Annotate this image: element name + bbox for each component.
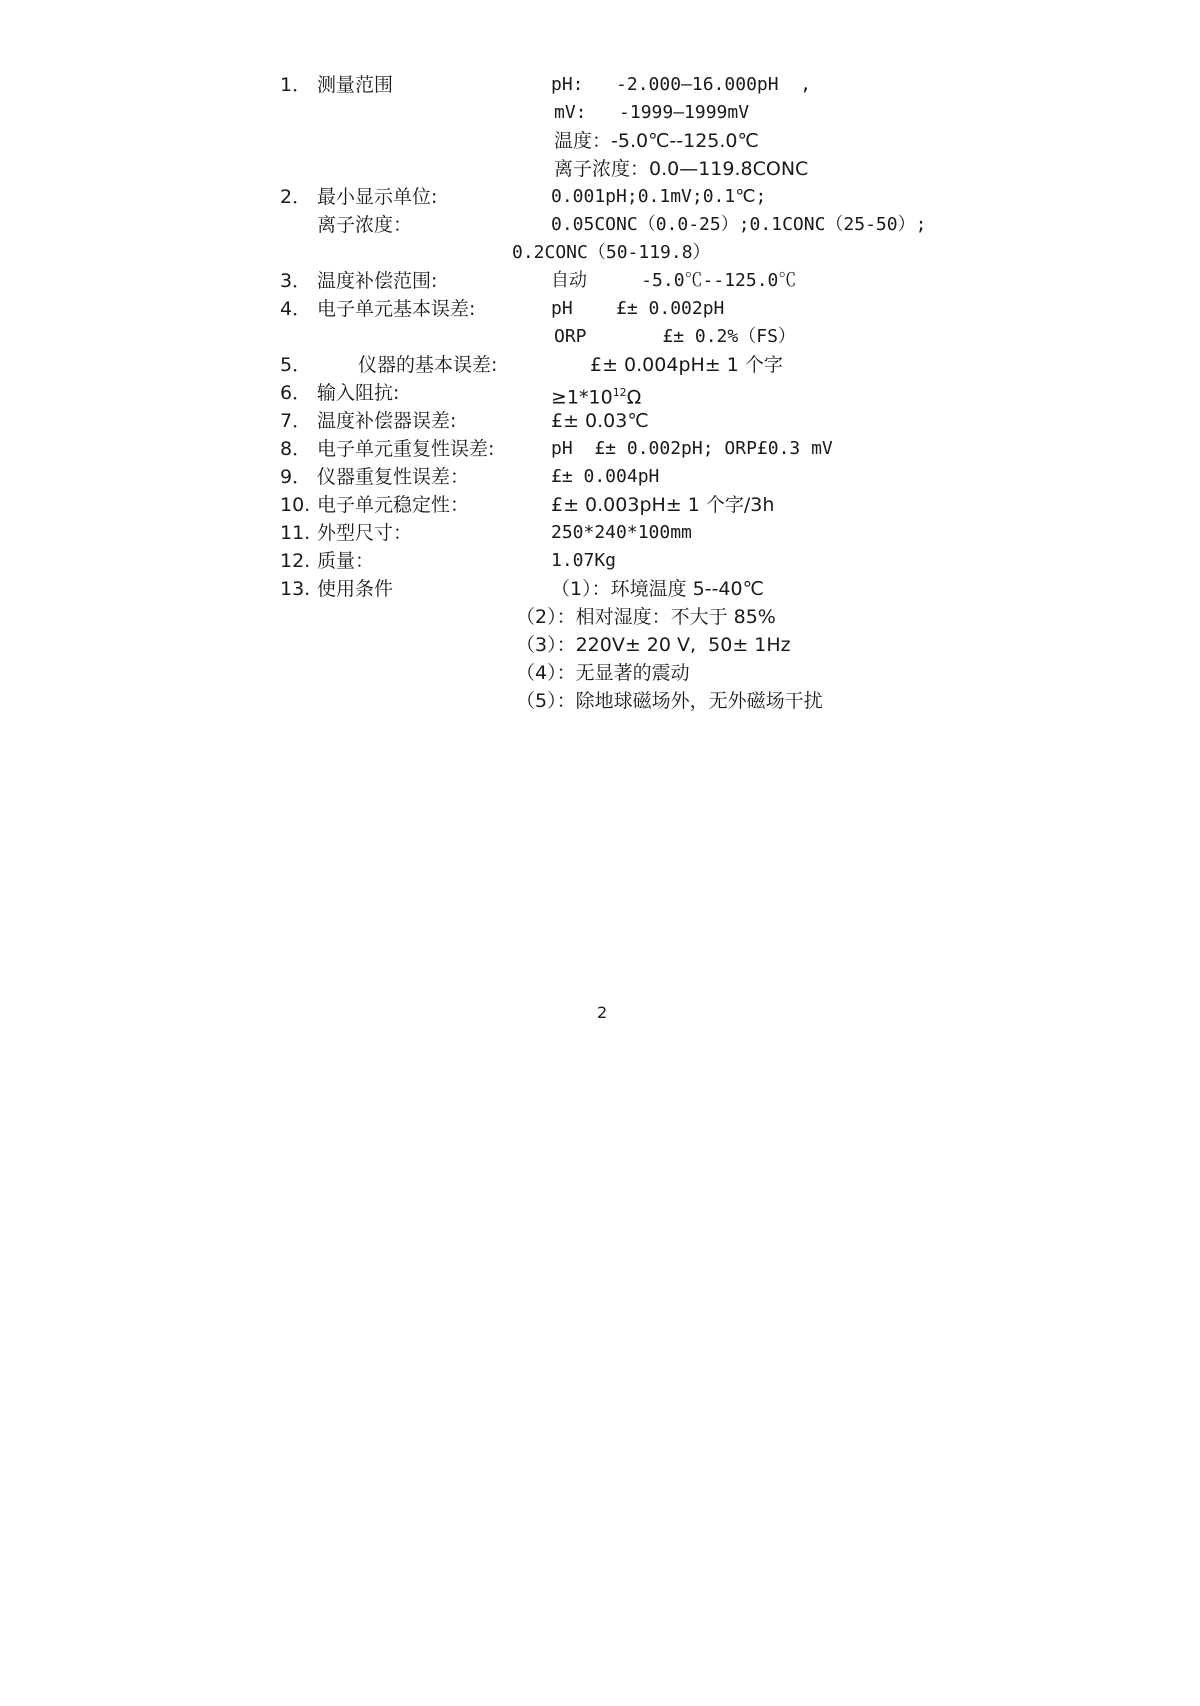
item-6-value-exponent: 12 [612, 386, 627, 399]
item-12-label: 质量： [317, 550, 375, 572]
item-4-number: 4． [280, 298, 312, 320]
item-13-condition-2: （2）：相对湿度：不大于 85% [516, 606, 776, 628]
item-11-value: 250*240*100mm [551, 522, 692, 543]
item-9-number: 9． [280, 466, 312, 488]
item-3-number: 3． [280, 270, 312, 292]
item-6-value-base: ≥1*10 [551, 386, 613, 409]
item-2-label: 最小显示单位: [317, 186, 438, 208]
item-2-value: 0.001pH;0.1mV;0.1℃; [551, 186, 767, 207]
item-5-value: £± 0.004pH± 1 个字 [590, 354, 783, 376]
item-7-label: 温度补偿器误差: [317, 410, 457, 432]
item-9-label: 仪器重复性误差： [317, 466, 470, 488]
item-13-condition-5: （5）：除地球磁场外，无外磁场干扰 [516, 690, 823, 712]
item-5-number: 5． [280, 354, 312, 376]
item-9-value: £± 0.004pH [551, 466, 660, 487]
item-6-value-unit: Ω [626, 386, 642, 409]
item-1-number: 1． [280, 74, 312, 96]
item-3-value: 自动 -5.0℃--125.0℃ [551, 270, 797, 291]
item-8-value: pH £± 0.002pH; ORP£0.3 mV [551, 438, 833, 459]
item-1-value-mv: mV: -1999—1999mV [554, 102, 750, 123]
item-13-label: 使用条件 [317, 578, 394, 600]
item-5-label: 仪器的基本误差: [358, 354, 498, 376]
item-2-number: 2． [280, 186, 312, 208]
item-3-label: 温度补偿范围: [317, 270, 438, 292]
item-13-condition-3: （3）：220V± 20 V, 50± 1Hz [516, 634, 791, 656]
item-13-condition-4: （4）：无显著的震动 [516, 662, 690, 684]
item-4-label: 电子单元基本误差: [317, 298, 476, 320]
item-2-sub-value: 0.05CONC（0.0-25）;0.1CONC（25-50）; [551, 214, 927, 235]
item-7-number: 7． [280, 410, 312, 432]
item-10-value: £± 0.003pH± 1 个字/3h [551, 494, 775, 516]
item-11-number: 11. [280, 522, 311, 544]
item-1-value-temp: 温度：-5.0℃--125.0℃ [554, 130, 759, 152]
item-2-sub-value-cont: 0.2CONC（50-119.8） [512, 242, 711, 263]
item-12-number: 12. [280, 550, 311, 572]
item-8-number: 8． [280, 438, 312, 460]
item-1-value-ion: 离子浓度：0.0—119.8CONC [554, 158, 809, 180]
item-13-number: 13. [280, 578, 311, 600]
item-4-value-ph: pH £± 0.002pH [551, 298, 725, 319]
item-13-condition-1: （1）：环境温度 5--40℃ [551, 578, 764, 600]
item-1-value: pH: -2.000—16.000pH , [551, 74, 812, 95]
item-4-value-orp: ORP £± 0.2%（FS） [554, 326, 796, 347]
item-12-value: 1.07Kg [551, 550, 617, 571]
page-number: 2 [597, 1003, 608, 1022]
item-2-sub-label: 离子浓度： [317, 214, 413, 236]
item-7-value: £± 0.03℃ [551, 410, 649, 432]
item-10-label: 电子单元稳定性： [317, 494, 470, 516]
item-10-number: 10. [280, 494, 311, 516]
item-1-label: 测量范围 [317, 74, 394, 96]
item-6-label: 输入阻抗: [317, 382, 400, 404]
item-6-value [551, 381, 641, 409]
item-11-label: 外型尺寸： [317, 522, 413, 544]
item-6-number: 6． [280, 382, 312, 404]
item-8-label: 电子单元重复性误差: [317, 438, 495, 460]
